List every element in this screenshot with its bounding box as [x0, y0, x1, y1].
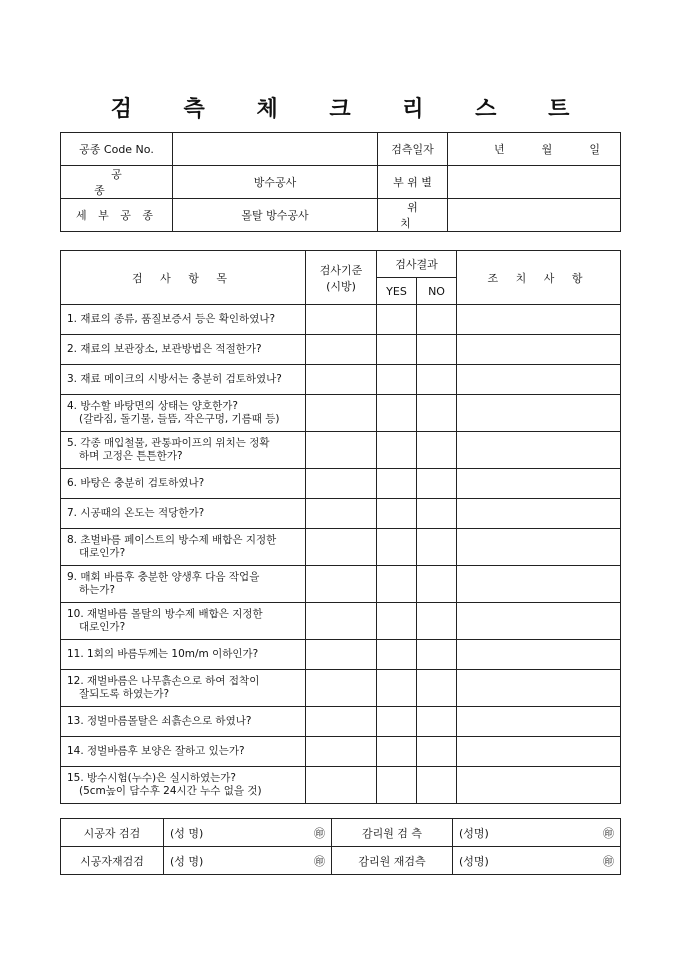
yes-cell[interactable]: [377, 469, 417, 499]
check-item-line2: 대로인가?: [79, 621, 126, 633]
check-item: [61, 566, 306, 603]
check-item-line1: 6. 바탕은 충분히 검토하였나?: [67, 477, 205, 489]
action-cell[interactable]: [457, 707, 621, 737]
loc-value-field[interactable]: [448, 199, 621, 232]
date-month: 월: [541, 143, 553, 156]
standard-cell[interactable]: [306, 305, 377, 335]
date-field[interactable]: [448, 133, 621, 166]
action-cell[interactable]: [457, 305, 621, 335]
yes-cell[interactable]: [377, 432, 417, 469]
standard-cell[interactable]: [306, 469, 377, 499]
header-item: 검 사 항 목: [61, 251, 306, 305]
check-item: [61, 395, 306, 432]
yes-cell[interactable]: [377, 767, 417, 804]
contractor-reinspect-sign-field[interactable]: [164, 847, 332, 875]
check-item-line1: 8. 초벌바름 페이스트의 방수제 배합은 지정한: [67, 534, 277, 546]
no-cell[interactable]: [417, 365, 457, 395]
date-year: 년: [494, 143, 505, 156]
table-row: [61, 640, 621, 670]
yes-cell[interactable]: [377, 305, 417, 335]
check-item-line1: 2. 재료의 보관장소, 보관방법은 적절한가?: [67, 343, 262, 355]
table-row: [61, 469, 621, 499]
check-item-line2: (갈라짐, 돌기물, 들뜸, 작은구멍, 기름때 등): [79, 413, 280, 425]
table-row: [61, 395, 621, 432]
supervisor-reinspect-name: (성명): [459, 854, 489, 868]
supervisor-inspect-name: (성명): [459, 826, 489, 840]
check-item-line1: 14. 정벌바름후 보양은 잘하고 있는가?: [67, 745, 245, 757]
date-day: 일: [589, 143, 600, 156]
no-cell[interactable]: [417, 670, 457, 707]
code-label: 공종 Code No.: [61, 133, 173, 166]
contractor-reinspect-name: (성 명): [170, 854, 204, 868]
standard-cell[interactable]: [306, 707, 377, 737]
seal-icon: ㊞: [314, 826, 325, 840]
table-row: [61, 603, 621, 640]
no-cell[interactable]: [417, 566, 457, 603]
seal-icon: ㊞: [314, 854, 325, 868]
supervisor-reinspect-sign-field[interactable]: [453, 847, 621, 875]
standard-cell[interactable]: [306, 432, 377, 469]
no-cell[interactable]: [417, 305, 457, 335]
table-row: [61, 529, 621, 566]
no-cell[interactable]: [417, 499, 457, 529]
action-cell[interactable]: [457, 640, 621, 670]
check-item: [61, 529, 306, 566]
table-row: [61, 499, 621, 529]
check-item-line1: 13. 정벌마름몰탈은 쇠흙손으로 하였나?: [67, 715, 252, 727]
check-item-line1: 1. 재료의 종류, 품질보증서 등은 확인하였나?: [67, 313, 276, 325]
table-row: [61, 767, 621, 804]
header-action: 조 치 사 항: [457, 251, 621, 305]
header-standard: [306, 251, 377, 305]
check-item: [61, 640, 306, 670]
detail-label: 세 부 공 종: [61, 199, 173, 232]
date-label: 검측일자: [378, 133, 448, 166]
header-yes: YES: [377, 278, 417, 305]
check-item-line1: 12. 재벌바름은 나무흙손으로 하여 접착이: [67, 675, 260, 687]
standard-cell[interactable]: [306, 335, 377, 365]
check-item: [61, 670, 306, 707]
table-row: [61, 365, 621, 395]
contractor-inspect-name: (성 명): [170, 826, 204, 840]
action-cell[interactable]: [457, 395, 621, 432]
header-result: 검사결과: [377, 251, 457, 278]
supervisor-inspect-label: 감리원 검 측: [332, 819, 453, 847]
check-item: [61, 365, 306, 395]
standard-cell[interactable]: [306, 365, 377, 395]
standard-cell[interactable]: [306, 737, 377, 767]
checklist-header-row: [61, 251, 621, 278]
action-cell[interactable]: [457, 670, 621, 707]
check-item: [61, 707, 306, 737]
table-row: [61, 670, 621, 707]
action-cell[interactable]: [457, 335, 621, 365]
table-row: [61, 566, 621, 603]
no-cell[interactable]: [417, 707, 457, 737]
check-item-line1: 10. 재벌바름 몰탈의 방수제 배합은 지정한: [67, 608, 263, 620]
checklist-body: [61, 305, 621, 804]
yes-cell[interactable]: [377, 499, 417, 529]
no-cell[interactable]: [417, 432, 457, 469]
contractor-inspect-label: 시공자 검검: [61, 819, 164, 847]
contractor-reinspect-label: 시공자재검검: [61, 847, 164, 875]
check-item-line1: 3. 재료 메이크의 시방서는 충분히 검토하였나?: [67, 373, 282, 385]
table-row: [61, 707, 621, 737]
header-standard-line1: 검사기준: [319, 263, 363, 277]
action-cell[interactable]: [457, 432, 621, 469]
kind-label: 공 종: [61, 166, 173, 199]
check-item: [61, 499, 306, 529]
check-item-line1: 4. 방수할 바탕면의 상태는 양호한가?: [67, 400, 238, 412]
check-item: [61, 767, 306, 804]
header-standard-line2: (시방): [326, 279, 356, 293]
checklist-table: [60, 250, 621, 804]
check-item-line1: 11. 1회의 바름두께는 10m/m 이하인가?: [67, 648, 259, 660]
check-item: [61, 432, 306, 469]
check-item-line1: 5. 각종 매입철물, 관통파이프의 위치는 정확: [67, 437, 270, 449]
contractor-inspect-sign-field[interactable]: [164, 819, 332, 847]
signature-table: [60, 818, 621, 875]
standard-cell[interactable]: [306, 499, 377, 529]
info-row-code: [61, 133, 621, 166]
no-cell[interactable]: [417, 640, 457, 670]
action-cell[interactable]: [457, 469, 621, 499]
standard-cell[interactable]: [306, 529, 377, 566]
check-item: [61, 305, 306, 335]
seal-icon: ㊞: [603, 826, 614, 840]
standard-cell[interactable]: [306, 566, 377, 603]
yes-cell[interactable]: [377, 566, 417, 603]
part-label: 부 위 별: [378, 166, 448, 199]
yes-cell[interactable]: [377, 529, 417, 566]
check-item-line2: 잘되도록 하였는가?: [79, 688, 170, 700]
standard-cell[interactable]: [306, 603, 377, 640]
table-row: [61, 335, 621, 365]
yes-cell[interactable]: [377, 640, 417, 670]
yes-cell[interactable]: [377, 603, 417, 640]
action-cell[interactable]: [457, 529, 621, 566]
action-cell[interactable]: [457, 365, 621, 395]
action-cell[interactable]: [457, 499, 621, 529]
signature-row-1: [61, 819, 621, 847]
no-cell[interactable]: [417, 469, 457, 499]
check-item-line2: (5cm높이 담수후 24시간 누수 없을 것): [79, 785, 262, 797]
code-value-field[interactable]: [173, 133, 378, 166]
standard-cell[interactable]: [306, 670, 377, 707]
supervisor-inspect-sign-field[interactable]: [453, 819, 621, 847]
check-item: [61, 335, 306, 365]
part-value-field[interactable]: [448, 166, 621, 199]
yes-cell[interactable]: [377, 707, 417, 737]
check-item-line2: 하는가?: [79, 584, 116, 596]
supervisor-reinspect-label: 감리원 재검측: [332, 847, 453, 875]
action-cell[interactable]: [457, 566, 621, 603]
check-item: [61, 469, 306, 499]
header-no: NO: [417, 278, 457, 305]
check-item: [61, 737, 306, 767]
info-table: [60, 132, 621, 232]
seal-icon: ㊞: [603, 854, 614, 868]
kind-value[interactable]: 방수공사: [173, 166, 378, 199]
yes-cell[interactable]: [377, 335, 417, 365]
yes-cell[interactable]: [377, 365, 417, 395]
action-cell[interactable]: [457, 767, 621, 804]
check-item: [61, 603, 306, 640]
signature-row-2: [61, 847, 621, 875]
table-row: [61, 432, 621, 469]
check-item-line1: 7. 시공때의 온도는 적당한가?: [67, 507, 205, 519]
info-row-kind: [61, 166, 621, 199]
check-item-line1: 15. 방수시험(누수)은 실시하였는가?: [67, 772, 236, 784]
detail-value[interactable]: 몰탈 방수공사: [173, 199, 378, 232]
page-title: 검 측 체 크 리 스 트: [110, 96, 592, 122]
check-item-line2: 대로인가?: [79, 547, 126, 559]
no-cell[interactable]: [417, 737, 457, 767]
table-row: [61, 305, 621, 335]
action-cell[interactable]: [457, 603, 621, 640]
no-cell[interactable]: [417, 335, 457, 365]
loc-label: 위 치: [378, 199, 448, 232]
no-cell[interactable]: [417, 603, 457, 640]
yes-cell[interactable]: [377, 670, 417, 707]
no-cell[interactable]: [417, 529, 457, 566]
check-item-line1: 9. 매회 바름후 충분한 양생후 다음 작업을: [67, 571, 260, 583]
table-row: [61, 737, 621, 767]
no-cell[interactable]: [417, 767, 457, 804]
yes-cell[interactable]: [377, 395, 417, 432]
action-cell[interactable]: [457, 737, 621, 767]
yes-cell[interactable]: [377, 737, 417, 767]
standard-cell[interactable]: [306, 640, 377, 670]
no-cell[interactable]: [417, 395, 457, 432]
standard-cell[interactable]: [306, 767, 377, 804]
standard-cell[interactable]: [306, 395, 377, 432]
check-item-line2: 하며 고정은 튼튼한가?: [79, 450, 183, 462]
info-row-detail: [61, 199, 621, 232]
